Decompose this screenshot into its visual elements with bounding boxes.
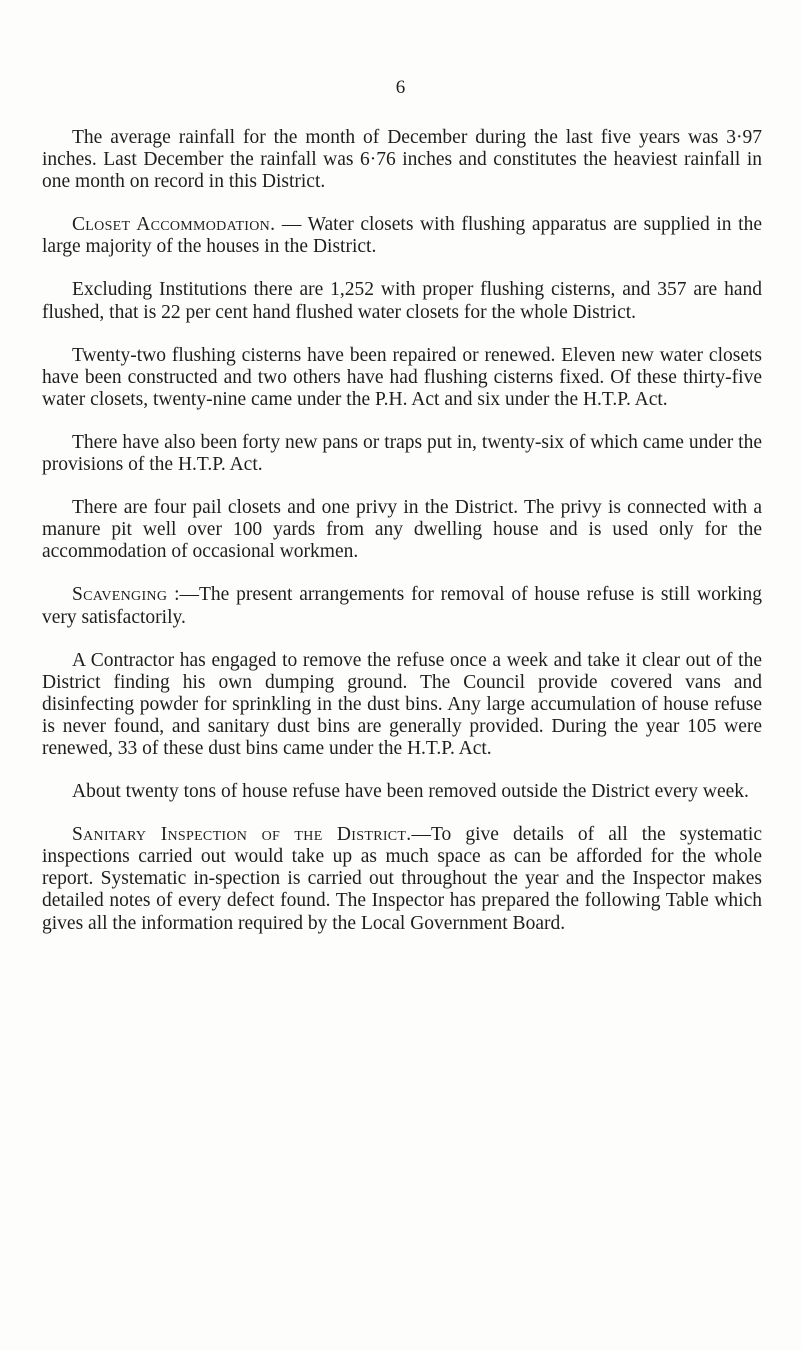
- section-heading-scavenging: Scavenging: [72, 584, 168, 606]
- paragraph-text: A Contractor has engaged to remove the refuse once a week and take it clear out of the District finding his own dumping ground. The Council provide covered vans and disinfecting powder for sprinkling in the dust bins. Any large accumulation of house refuse is never found, and sanitary dust bins are generally provided. During the year 105 were renewed, 33 of these dust bins came under the H.T.P. Act.: [42, 649, 762, 759]
- paragraph-text: — Water closets with flushing apparatus are supplied in the large majority of the houses in the District.: [42, 214, 762, 258]
- paragraph-text: :—The present arrangements for removal of house refuse is still working very satisfactorily.: [42, 584, 762, 628]
- paragraph-closet-accommodation: [42, 214, 762, 258]
- paragraph-rainfall: [42, 127, 762, 193]
- paragraph-repairs: [42, 345, 762, 411]
- paragraph-text: About twenty tons of house refuse have been removed outside the District every week.: [72, 781, 749, 803]
- paragraph-contractor: [42, 650, 762, 760]
- report-body: [42, 127, 762, 956]
- paragraph-pail-closets: [42, 497, 762, 563]
- paragraph-flushing-cisterns: [42, 279, 762, 323]
- paragraph-text: —To give details of all the systematic inspections carried out would take up as much space as can be afforded for the whole report. Systematic in-spection is carried out throughout the year and the Inspector makes detailed notes of every defect found. The Inspector has prepared the following Table which gives all the information required by the Local Government Board.: [42, 824, 762, 934]
- paragraph-text: There are four pail closets and one privy in the District. The privy is connected with a manure pit well over 100 yards from any dwelling house and is used only for the accommodation of occasional workmen.: [42, 497, 762, 563]
- section-heading-sanitary-inspection: Sanitary Inspection of the District.: [72, 824, 412, 846]
- paragraph-scavenging: [42, 584, 762, 628]
- paragraph-text: The average rainfall for the month of December during the last five years was 3·97 inches. Last December the rainfall was 6·76 inches and constitutes the heaviest rainfall in one month on record in this District.: [42, 127, 762, 193]
- section-heading-closet-accommodation: Closet Accommodation.: [72, 214, 276, 236]
- paragraph-sanitary-inspection: [42, 824, 762, 934]
- page-number: 6: [395, 77, 406, 98]
- paragraph-pans-traps: [42, 432, 762, 476]
- paragraph-text: Twenty-two flushing cisterns have been repaired or renewed. Eleven new water closets have been constructed and two others have had flushing cisterns fixed. Of these thirty-five water closets, twenty-nine came under the P.H. Act and six under the H.T.P. Act.: [42, 344, 762, 410]
- paragraph-text: There have also been forty new pans or traps put in, twenty-six of which came under the provisions of the H.T.P. Act.: [42, 431, 762, 476]
- paragraph-text: Excluding Institutions there are 1,252 with proper flushing cisterns, and 357 are hand flushed, that is 22 per cent hand flushed water closets for the whole District.: [42, 279, 762, 323]
- paragraph-refuse-removed: [42, 781, 762, 803]
